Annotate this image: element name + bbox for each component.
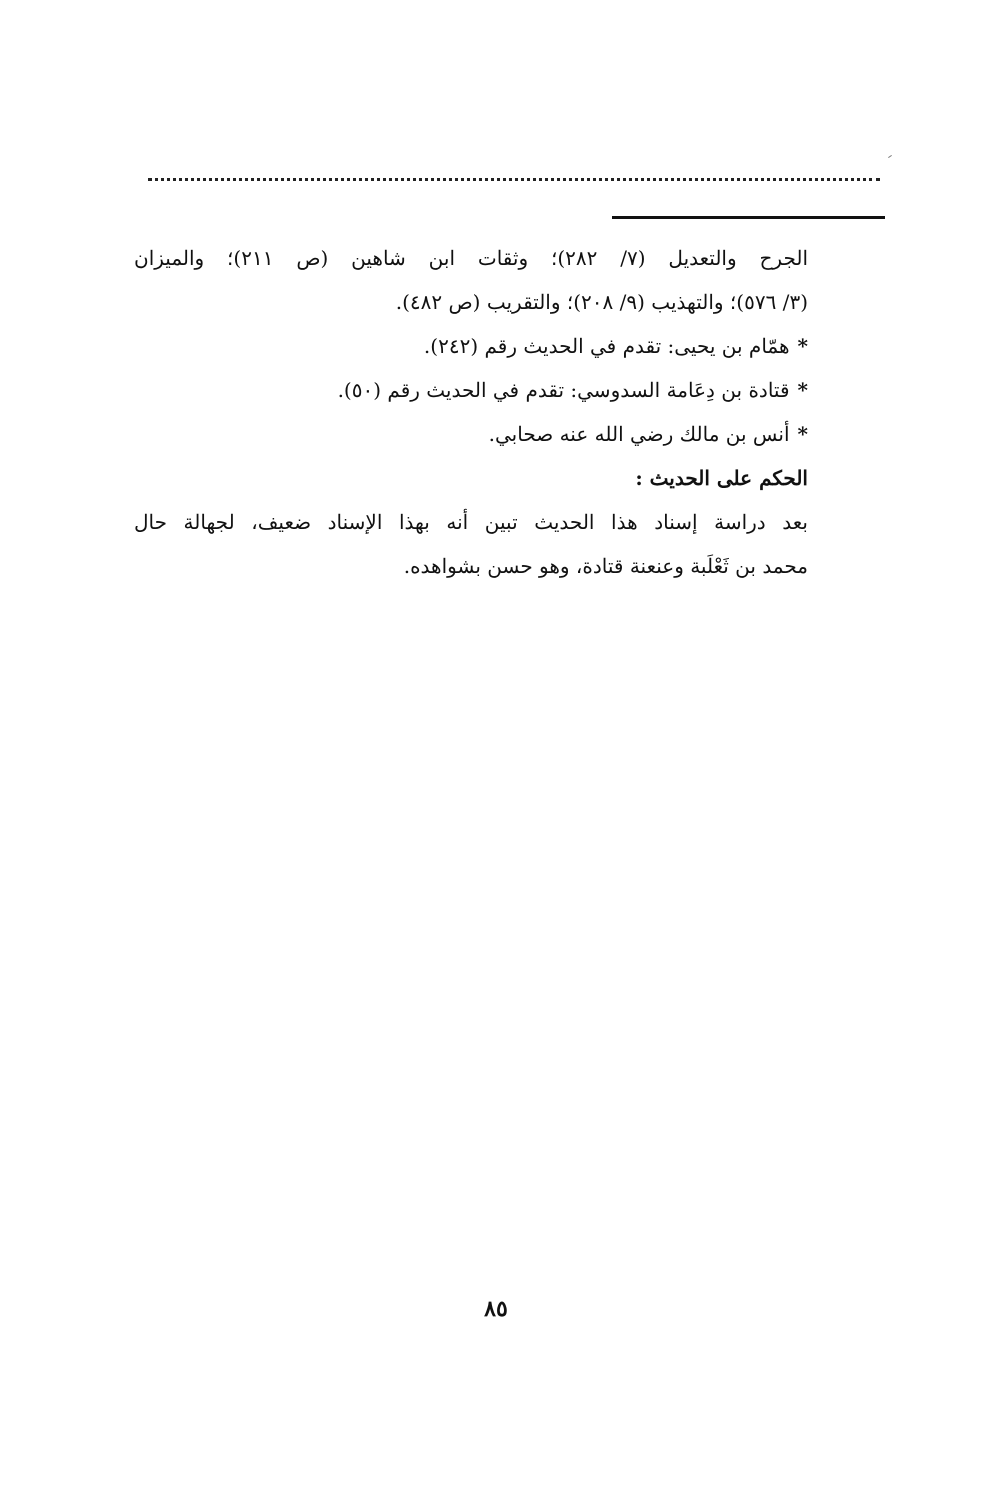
ruling-line-2: محمد بن ثَعْلَبة وعنعنة قتادة، وهو حسن بشواهده. (403, 554, 808, 578)
footnote-line-2: (٣/ ٥٧٦)؛ والتهذيب (٩/ ٢٠٨)؛ والتقريب (ص ٤٨٢). (395, 290, 808, 314)
bullet-asterisk-icon: * (797, 378, 808, 402)
bullet-asterisk-icon: * (797, 334, 808, 358)
bullet-asterisk-icon: * (797, 422, 808, 446)
page-number: ٨٥ (484, 1296, 508, 1322)
footnote-rule (612, 216, 885, 219)
footnote-line-1: الجرح والتعديل (٧/ ٢٨٢)؛ وثقات ابن شاهين (ص ٢١١)؛ والميزان (134, 246, 808, 270)
body-text (134, 236, 808, 588)
narrator-item (134, 412, 808, 456)
scan-speck (888, 155, 892, 158)
narrator-text: همّام بن يحيى: تقدم في الحديث رقم (٢٤٢). (423, 334, 790, 358)
narrator-item (134, 368, 808, 412)
narrator-text: أنس بن مالك رضي الله عنه صحابي. (488, 422, 790, 446)
ruling-line-1: بعد دراسة إسناد هذا الحديث تبين أنه بهذا الإسناد ضعيف، لجهالة حال (134, 510, 808, 534)
narrator-item (134, 324, 808, 368)
dotted-separator (148, 178, 880, 181)
narrator-text: قتادة بن دِعَامة السدوسي: تقدم في الحديث رقم (٥٠). (337, 378, 790, 402)
ruling-heading: الحكم على الحديث : (635, 466, 808, 490)
